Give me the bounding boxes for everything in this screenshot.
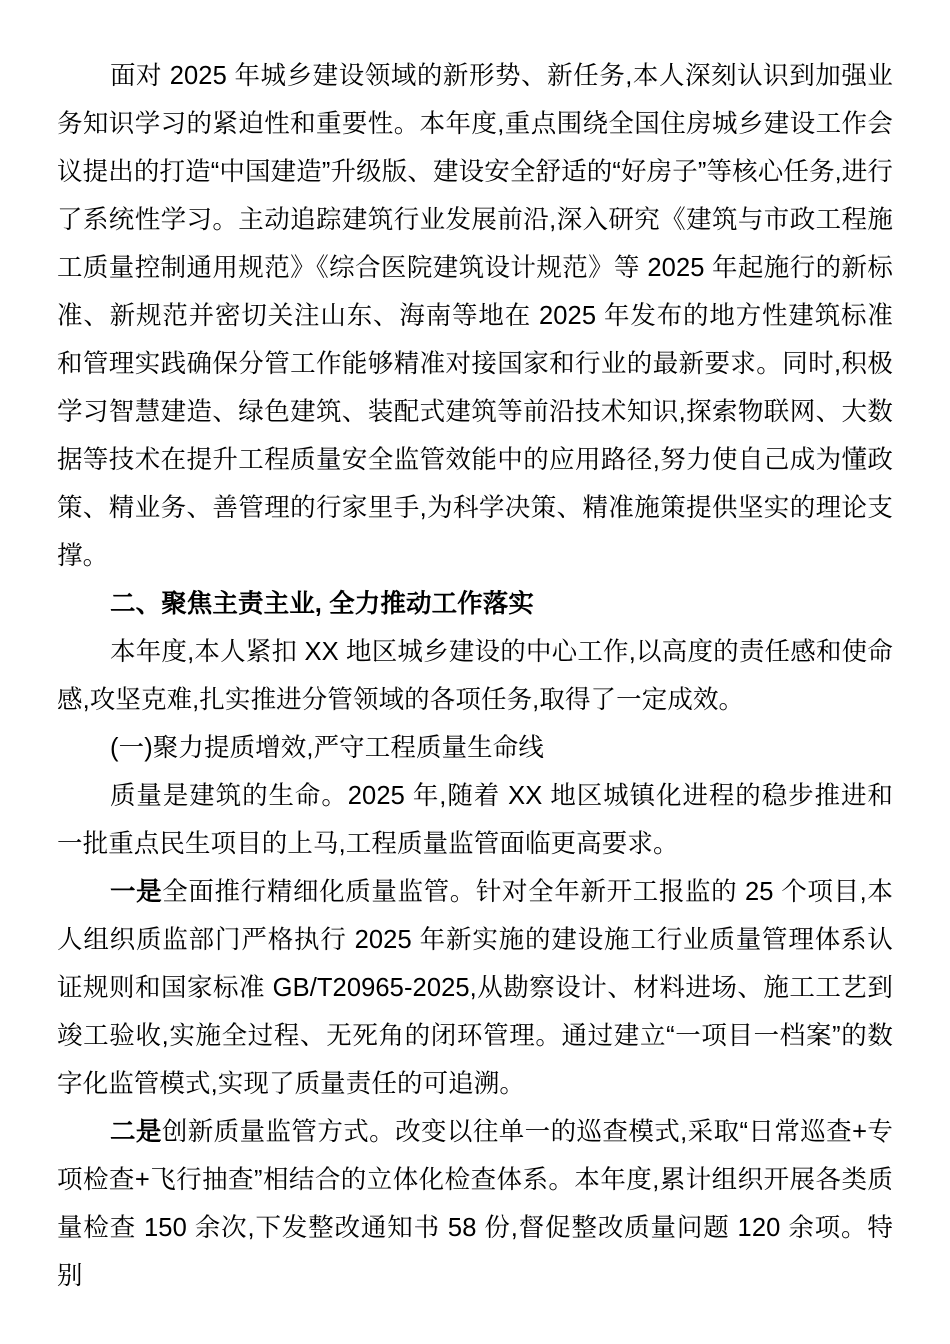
section-heading-level2: (一)聚力提质增效,严守工程质量生命线	[110, 734, 544, 762]
lead-marker-one: 一是	[110, 878, 163, 906]
paragraph-point-two	[57, 1108, 893, 1300]
paragraph-point-two-text: 创新质量监管方式。改变以往单一的巡查模式,采取“日常巡查+专项检查+飞行抽查”相结合的立体化检查体系。本年度,累计组织开展各类质量检查 150 余次,下发整改通知书 58 份,督促整改质量问题 120 余项。特别	[57, 1118, 893, 1290]
section-heading-level1: 二、聚焦主责主业, 全力推动工作落实	[110, 590, 534, 618]
lead-marker-two: 二是	[110, 1118, 162, 1146]
paragraph-year-focus: 本年度,本人紧扣 XX 地区城乡建设的中心工作,以高度的责任感和使命感,攻坚克难,扎实推进分管领域的各项任务,取得了一定成效。	[57, 638, 893, 714]
paragraph-learning-overview: 面对 2025 年城乡建设领域的新形势、新任务,本人深刻认识到加强业务知识学习的紧迫性和重要性。本年度,重点围绕全国住房城乡建设工作会议提出的打造“中国建造”升级版、建设安全舒适的“好房子”等核心任务,进行了系统性学习。主动追踪建筑行业发展前沿,深入研究《建筑与市政工程施工质量控制通用规范》《综合医院建筑设计规范》等 2025 年起施行的新标准、新规范并密切关注山东、海南等地在 2025 年发布的地方性建筑标准和管理实践确保分管工作能够精准对接国家和行业的最新要求。同时,积极学习智慧建造、绿色建筑、装配式建筑等前沿技术知识,探索物联网、大数据等技术在提升工程质量安全监管效能中的应用路径,努力使自己成为懂政策、精业务、善管理的行家里手,为科学决策、精准施策提供坚实的理论支撑。	[57, 62, 893, 570]
paragraph-point-one-text: 全面推行精细化质量监管。针对全年新开工报监的 25 个项目,本人组织质监部门严格执行 2025 年新实施的建设施工行业质量管理体系认证规则和国家标准 GB/T20965-2025,从勘察设计、材料进场、施工工艺到竣工验收,实施全过程、无死角的闭环管理。通过建立“一项目一档案”的数字化监管模式,实现了质量责任的可追溯。	[57, 878, 893, 1098]
document-body	[57, 52, 893, 1300]
paragraph-point-one	[57, 868, 893, 1108]
paragraph-quality-intro: 质量是建筑的生命。2025 年,随着 XX 地区城镇化进程的稳步推进和一批重点民生项目的上马,工程质量监管面临更高要求。	[57, 782, 893, 858]
